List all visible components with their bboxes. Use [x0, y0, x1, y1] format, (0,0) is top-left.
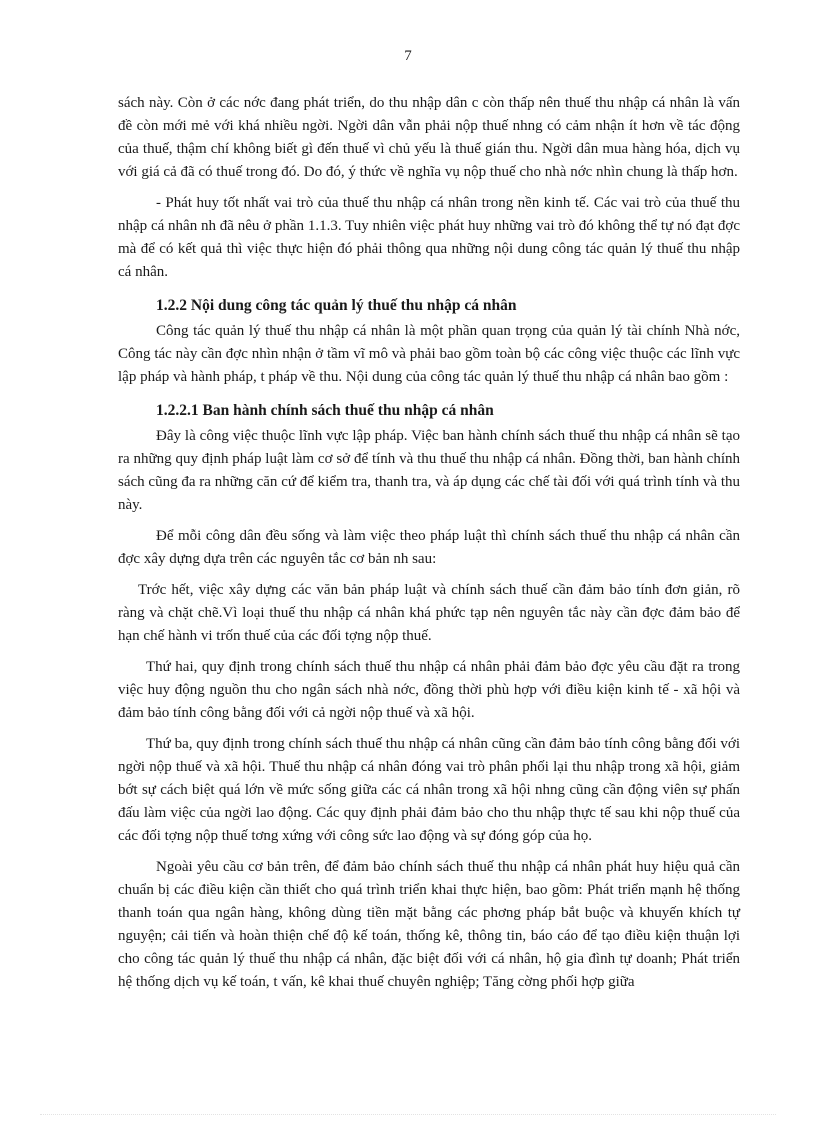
paragraph-management-overview: Công tác quản lý thuế thu nhập cá nhân là một phần quan trọng của quản lý tài chính Nhà nớc, Công tác này cần đợc nhìn nhận ở tầm vĩ mô và phải bao gồm toàn bộ các công việc thuộc các lĩnh vực lập pháp và hành pháp, t pháp về thu. Nội dung của công tác quản lý thuế thu nhập cá nhân bao gồm : [118, 323, 740, 385]
paragraph-principle-first: Trớc hết, việc xây dựng các văn bản pháp luật và chính sách thuế cần đảm bảo tính đơn giản, rõ ràng và chặt chẽ.Vì loại thuế thu nhập cá nhân khá phức tạp nên nguyên tắc này cần đợc đảm bảo để hạn chế hành vi trốn thuế của các đối tợng nộp thuế. [118, 582, 740, 644]
page-bottom-rule [40, 1114, 776, 1115]
document-body [118, 92, 740, 994]
section-heading-1-2-2-1: 1.2.2.1 Ban hành chính sách thuế thu nhập cá nhân [156, 402, 494, 419]
paragraph-conditions: Ngoài yêu cầu cơ bản trên, để đảm bảo chính sách thuế thu nhập cá nhân phát huy hiệu quả cần chuẩn bị các điều kiện cần thiết cho quá trình triển khai thực hiện, bao gồm: Phát triển mạnh hệ thống thanh toán qua ngân hàng, không dùng tiền mặt bằng các phơng pháp bắt buộc và khuyến khích tự nguyện; cải tiến và hoàn thiện chế độ kế toán, thống kê, thông tin, báo cáo để tạo điều kiện thuận lợi cho công tác quản lý thuế thu nhập cá nhân, đặc biệt đối với cá nhân, hộ gia đình tự doanh; Phát triển hệ thống dịch vụ kế toán, t vấn, kê khai thuế chuyên nghiệp; Tăng cờng phối hợp giữa [118, 859, 740, 990]
paragraph-principle-second: Thứ hai, quy định trong chính sách thuế thu nhập cá nhân phải đảm bảo đợc yêu cầu đặt ra trong việc huy động nguồn thu cho ngân sách nhà nớc, đồng thời phù hợp với điều kiện kinh tế - xã hội và đảm bảo tính công bằng đối với cả ngời nộp thuế và xã hội. [118, 659, 740, 721]
paragraph-principle-third: Thứ ba, quy định trong chính sách thuế thu nhập cá nhân cũng cần đảm bảo tính công bằng đối với ngời nộp thuế và xã hội. Thuế thu nhập cá nhân đóng vai trò phân phối lại thu nhập trong xã hội, giảm bớt sự cách biệt quá lớn về mức sống giữa các cá nhân trong xã hội nhng cũng cần động viên sự phấn đấu làm việc của ngời lao động. Các quy định phải đảm bảo cho thu nhập thực tế sau khi nộp thuế của các đối tợng nộp thuế tơng xứng với công sức lao động và sự đóng góp của họ. [118, 736, 740, 844]
section-heading-1-2-2: 1.2.2 Nội dung công tác quản lý thuế thu nhập cá nhân [156, 297, 517, 314]
page-number: 7 [404, 48, 412, 64]
paragraph-intro-continuation: sách này. Còn ở các nớc đang phát triển, do thu nhập dân c còn thấp nên thuế thu nhập cá nhân là vấn đề còn mới mẻ với khá nhiều ngời. Ngời dân vẫn phải nộp thuế nhng có cảm nhận ít hơn về tác động của thuế, thậm chí không biết gì đến thuế vì chủ yếu là thuế gián thu. Ngời dân mua hàng hóa, dịch vụ với giá cả đã có thuế trong đó. Do đó, ý thức về nghĩa vụ nộp thuế cho nhà nớc nhìn chung là thấp hơn. [118, 95, 740, 180]
paragraph-role-of-tax: - Phát huy tốt nhất vai trò của thuế thu nhập cá nhân trong nền kinh tế. Các vai trò của thuế thu nhập cá nhân nh đã nêu ở phần 1.1.3. Tuy nhiên việc phát huy những vai trò đó không thể tự nó đạt đợc mà để có kết quả thì việc thực hiện đó phải thông qua những nội dung công tác quản lý thuế thu nhập cá nhân. [118, 195, 740, 280]
paragraph-legislation: Đây là công việc thuộc lĩnh vực lập pháp. Việc ban hành chính sách thuế thu nhập cá nhân sẽ tạo ra những quy định pháp luật làm cơ sở để tính và thu thuế thu nhập cá nhân. Đồng thời, ban hành chính sách cũng đa ra những căn cứ để kiểm tra, thanh tra, và áp dụng các chế tài đối với quá trình tính và thu này. [118, 428, 740, 513]
paragraph-principles-intro: Để mỗi công dân đều sống và làm việc theo pháp luật thì chính sách thuế thu nhập cá nhân cần đợc xây dựng dựa trên các nguyên tắc cơ bản nh sau: [118, 528, 740, 567]
